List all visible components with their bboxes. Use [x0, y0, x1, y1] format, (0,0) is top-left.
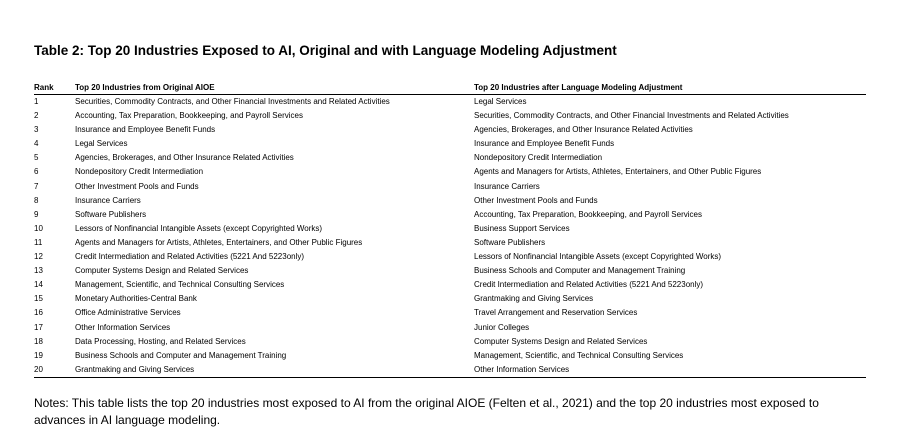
rank-cell: 12 — [34, 252, 43, 262]
adjusted-industry-cell: Nondepository Credit Intermediation — [474, 153, 603, 163]
table-row — [34, 264, 866, 278]
rank-cell: 2 — [34, 111, 39, 121]
table-caption: Table 2: Top 20 Industries Exposed to AI, Original and with Language Modeling Adjustment — [34, 43, 617, 58]
adjusted-industry-cell: Credit Intermediation and Related Activities (5221 And 5223only) — [474, 280, 704, 290]
table-notes: Notes: This table lists the top 20 industries most exposed to AI from the original AIOE (Felten et al., 2021) and the top 20 industries most exposed to advances in AI language modeling. — [34, 396, 819, 427]
original-industry-cell: Monetary Authorities-Central Bank — [75, 294, 197, 304]
original-industry-cell: Other Information Services — [75, 322, 171, 332]
table-row — [34, 208, 866, 222]
original-industry-cell: Agents and Managers for Artists, Athletes, Entertainers, and Other Public Figures — [75, 237, 363, 247]
original-industry-cell: Legal Services — [75, 139, 128, 149]
table-row — [34, 250, 866, 264]
table-row — [34, 194, 866, 208]
rank-cell: 11 — [34, 237, 43, 247]
rank-cell: 19 — [34, 350, 43, 360]
industries-table — [34, 82, 866, 378]
table-row — [34, 349, 866, 363]
original-industry-cell: Other Investment Pools and Funds — [75, 181, 199, 191]
table-row — [34, 335, 866, 349]
table-row — [34, 278, 866, 292]
table-row — [34, 321, 866, 335]
table-row — [34, 137, 866, 151]
table-row — [34, 109, 866, 123]
original-industry-cell: Insurance and Employee Benefit Funds — [75, 125, 216, 135]
rank-cell: 7 — [34, 181, 39, 191]
table-body — [34, 95, 866, 378]
table-row — [34, 292, 866, 306]
adjusted-industry-cell: Other Information Services — [474, 363, 866, 378]
adjusted-industry-cell: Agents and Managers for Artists, Athletes, Entertainers, and Other Public Figures — [474, 167, 762, 177]
original-industry-cell: Agencies, Brokerages, and Other Insurance Related Activities — [75, 153, 294, 163]
original-industry-cell: Credit Intermediation and Related Activities (5221 And 5223only) — [75, 252, 305, 262]
original-industry-cell: Business Schools and Computer and Management Training — [75, 350, 287, 360]
adjusted-industry-cell: Insurance Carriers — [474, 181, 540, 191]
adjusted-industry-cell: Securities, Commodity Contracts, and Other Financial Investments and Related Activities — [474, 111, 789, 121]
original-industry-cell: Office Administrative Services — [75, 308, 181, 318]
rank-cell: 6 — [34, 167, 39, 177]
table-row — [34, 222, 866, 236]
header-original: Top 20 Industries from Original AIOE — [75, 82, 474, 95]
rank-cell: 20 — [34, 363, 75, 378]
adjusted-industry-cell: Software Publishers — [474, 237, 546, 247]
adjusted-industry-cell: Lessors of Nonfinancial Intangible Assets (except Copyrighted Works) — [474, 252, 722, 262]
table-row — [34, 165, 866, 179]
adjusted-industry-cell: Accounting, Tax Preparation, Bookkeeping, and Payroll Services — [474, 209, 702, 219]
original-industry-cell: Accounting, Tax Preparation, Bookkeeping, and Payroll Services — [75, 111, 303, 121]
original-industry-cell: Lessors of Nonfinancial Intangible Assets (except Copyrighted Works) — [75, 223, 323, 233]
original-industry-cell: Computer Systems Design and Related Services — [75, 266, 249, 276]
rank-cell: 15 — [34, 294, 43, 304]
original-industry-cell: Software Publishers — [75, 209, 147, 219]
original-industry-cell: Insurance Carriers — [75, 195, 141, 205]
header-rank: Rank — [34, 82, 75, 95]
adjusted-industry-cell: Insurance and Employee Benefit Funds — [474, 139, 615, 149]
original-industry-cell: Securities, Commodity Contracts, and Other Financial Investments and Related Activities — [75, 97, 390, 106]
adjusted-industry-cell: Business Support Services — [474, 223, 570, 233]
table-row — [34, 95, 866, 110]
adjusted-industry-cell: Computer Systems Design and Related Services — [474, 336, 648, 346]
rank-cell: 13 — [34, 266, 43, 276]
adjusted-industry-cell: Business Schools and Computer and Management Training — [474, 266, 686, 276]
rank-cell: 14 — [34, 280, 43, 290]
original-industry-cell: Nondepository Credit Intermediation — [75, 167, 204, 177]
original-industry-cell: Data Processing, Hosting, and Related Services — [75, 336, 246, 346]
table-row — [34, 236, 866, 250]
table-row — [34, 151, 866, 165]
adjusted-industry-cell: Management, Scientific, and Technical Consulting Services — [474, 350, 684, 360]
rank-cell: 9 — [34, 209, 39, 219]
rank-cell: 10 — [34, 223, 43, 233]
table-header-row — [34, 82, 866, 95]
adjusted-industry-cell: Legal Services — [474, 97, 527, 106]
table-row — [34, 180, 866, 194]
original-industry-cell: Grantmaking and Giving Services — [75, 363, 474, 378]
adjusted-industry-cell: Grantmaking and Giving Services — [474, 294, 594, 304]
table-row — [34, 306, 866, 320]
adjusted-industry-cell: Junior Colleges — [474, 322, 530, 332]
adjusted-industry-cell: Other Investment Pools and Funds — [474, 195, 598, 205]
header-adjusted: Top 20 Industries after Language Modeling Adjustment — [474, 82, 866, 95]
rank-cell: 18 — [34, 336, 43, 346]
table-row — [34, 363, 866, 378]
original-industry-cell: Management, Scientific, and Technical Consulting Services — [75, 280, 285, 290]
rank-cell: 8 — [34, 195, 39, 205]
rank-cell: 1 — [34, 97, 39, 106]
rank-cell: 16 — [34, 308, 43, 318]
adjusted-industry-cell: Agencies, Brokerages, and Other Insurance Related Activities — [474, 125, 693, 135]
rank-cell: 4 — [34, 139, 39, 149]
table-row — [34, 123, 866, 137]
adjusted-industry-cell: Travel Arrangement and Reservation Services — [474, 308, 638, 318]
rank-cell: 5 — [34, 153, 39, 163]
rank-cell: 3 — [34, 125, 39, 135]
rank-cell: 17 — [34, 322, 43, 332]
